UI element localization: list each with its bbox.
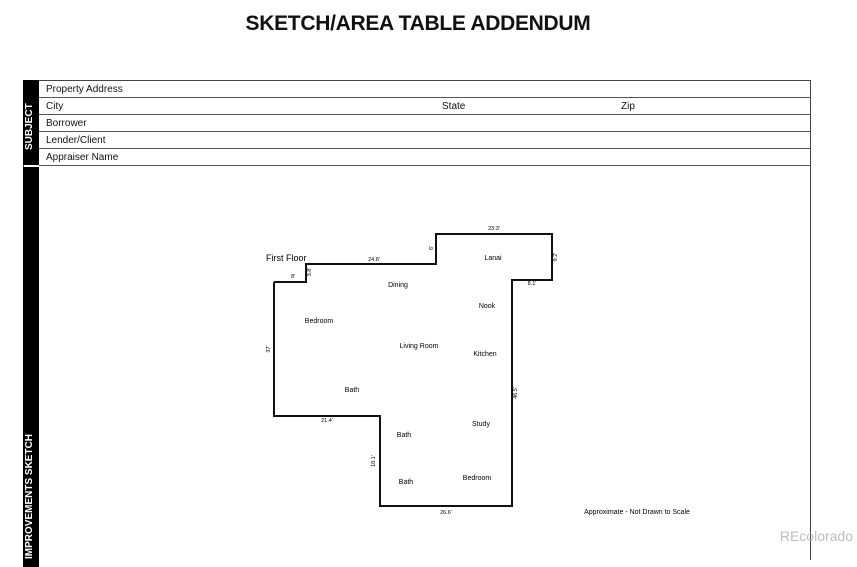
floor-label: First Floor: [266, 253, 307, 263]
dim-step-mid: 6': [429, 245, 435, 251]
room-bath-3: Bath: [398, 479, 414, 486]
dim-right-long: 46.5': [513, 387, 519, 399]
room-bath-1: Bath: [344, 387, 360, 394]
room-bedroom-2: Bedroom: [462, 475, 492, 482]
room-living: Living Room: [399, 343, 439, 350]
page-title: SKETCH/AREA TABLE ADDENDUM: [245, 12, 591, 35]
appraiser-label: Appraiser Name: [46, 152, 119, 163]
watermark-text: REcolorado: [779, 528, 853, 544]
scale-note: Approximate - Not Drawn to Scale: [584, 509, 690, 516]
room-bedroom-1: Bedroom: [304, 318, 334, 325]
borrower-label: Borrower: [46, 118, 87, 129]
state-label: State: [442, 101, 466, 112]
sketch-section-label: IMPROVEMENTS SKETCH: [24, 433, 35, 559]
city-label: City: [46, 101, 64, 112]
dim-bottom-left: 21.4': [321, 418, 333, 424]
dim-bottom: 26.6': [440, 510, 452, 516]
dim-top-right: 23.3': [488, 226, 500, 232]
room-nook: Nook: [478, 303, 496, 310]
room-dining: Dining: [388, 282, 408, 289]
dim-top-mid: 24.8': [368, 257, 380, 263]
zip-label: Zip: [621, 101, 635, 112]
room-lanai: Lanai: [484, 255, 502, 262]
room-kitchen: Kitchen: [473, 351, 497, 358]
lender-label: Lender/Client: [46, 135, 106, 146]
subject-section-label: SUBJECT: [24, 103, 35, 150]
dim-step-right: 8.1': [527, 281, 537, 287]
dim-left: 37': [266, 345, 272, 353]
dim-step-left-h: 8': [290, 274, 296, 280]
property-address-label: Property Address: [46, 84, 123, 95]
dim-right-short: 9.2': [553, 252, 559, 262]
dim-step-left-v: 3.8': [307, 267, 313, 277]
floor-plan-outline: [274, 234, 552, 506]
dim-inner-v: 18.1': [371, 455, 377, 467]
room-bath-2: Bath: [396, 432, 412, 439]
room-study: Study: [472, 421, 490, 428]
